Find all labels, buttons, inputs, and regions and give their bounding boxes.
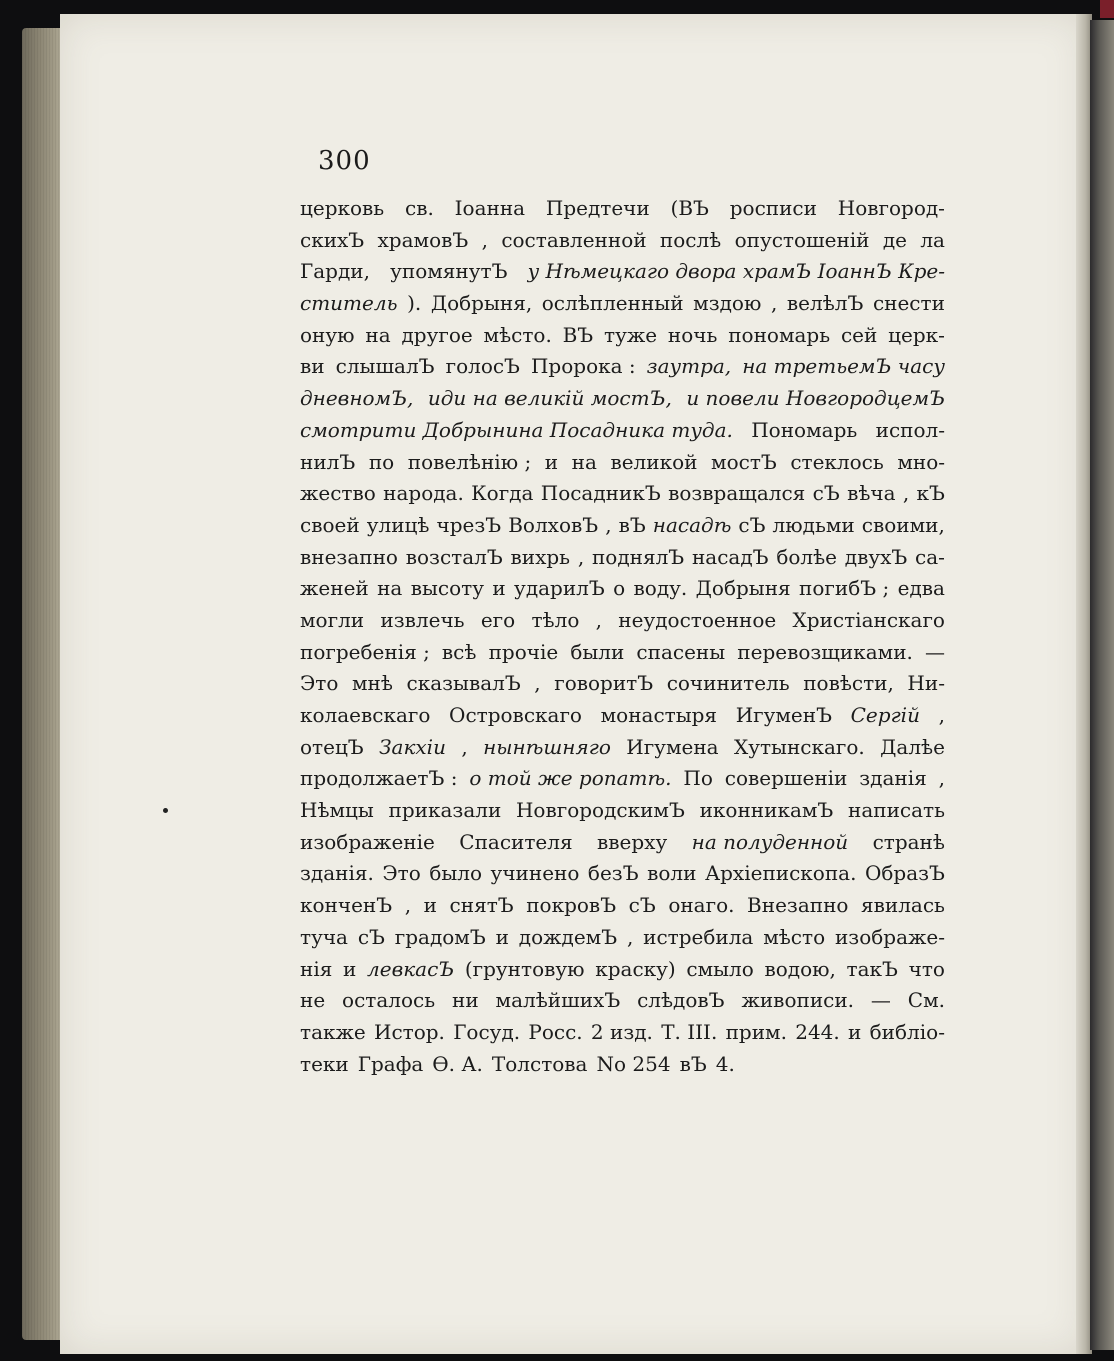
word: , <box>605 512 612 537</box>
text-line <box>300 988 945 1020</box>
word: продолжаетЪ : <box>300 766 458 791</box>
word: вЪ <box>618 512 646 537</box>
word: , <box>534 671 541 696</box>
word: мздою <box>693 291 762 316</box>
body-text <box>300 196 945 1083</box>
word: учинено <box>490 861 580 886</box>
word: безЪ <box>587 861 639 886</box>
word: на <box>571 449 597 474</box>
word: ночь <box>667 322 718 347</box>
word: конченЪ <box>300 893 393 918</box>
word: повѣсти, <box>803 671 894 696</box>
word: оную <box>300 322 355 347</box>
word: воду. <box>633 576 688 601</box>
word: Т. III. <box>661 1019 718 1044</box>
word: No 254 <box>596 1051 671 1076</box>
word: воли <box>647 861 697 886</box>
word: , <box>481 227 488 252</box>
word: ла <box>920 227 945 252</box>
word: См. <box>907 988 945 1013</box>
italic-word: насадѣ <box>652 512 732 537</box>
text-line <box>300 798 945 830</box>
word: тѣло <box>531 607 580 632</box>
word: Это <box>382 861 421 886</box>
word: слѣдовЪ <box>637 988 725 1013</box>
word: осталось <box>342 988 436 1013</box>
word: Архіепископа. <box>704 861 857 886</box>
word: голосЪ <box>445 354 520 379</box>
word: народа. <box>383 481 464 506</box>
word: св. <box>405 196 434 220</box>
italic-word: иди на великій мостЪ, <box>427 386 672 411</box>
italic-word: у Нѣмецкаго двора храмЪ ІоаннЪ Кре- <box>527 259 945 284</box>
word: Хутынскаго. <box>733 734 865 759</box>
text-line <box>300 766 945 798</box>
word: чрезЪ <box>436 512 502 537</box>
word: колаевскаго <box>300 703 431 727</box>
word: на <box>377 576 403 601</box>
word: , <box>938 766 945 791</box>
word: снятЪ <box>449 893 514 918</box>
word: ОбразЪ <box>864 861 945 886</box>
word: его <box>480 607 516 632</box>
word: зданія. <box>300 861 374 886</box>
text-line <box>300 608 945 640</box>
word: скихЪ <box>300 227 365 252</box>
word: внезапно <box>300 544 398 569</box>
word: что <box>908 956 945 981</box>
word: опустошеній <box>734 227 870 252</box>
italic-word: Закхіи <box>379 734 446 759</box>
word: вихрь <box>510 544 571 569</box>
word: 244. <box>795 1019 840 1044</box>
word: кЪ <box>916 481 945 506</box>
word: сей <box>840 322 878 347</box>
word: — <box>925 639 945 664</box>
word: говоритЪ <box>554 671 654 696</box>
italic-word: на третьемЪ часу <box>742 354 945 379</box>
word: всѣ <box>441 639 477 664</box>
word: зданія <box>859 766 927 791</box>
text-line <box>300 481 945 513</box>
text-line <box>300 1020 945 1052</box>
word: и <box>492 576 506 601</box>
word: Истор. <box>374 1019 445 1044</box>
text-line <box>300 259 945 291</box>
text-line <box>300 830 945 862</box>
word: градомЪ <box>394 924 486 949</box>
word: сЪ <box>812 481 840 506</box>
word: о <box>613 576 626 601</box>
word: Пономарь <box>751 417 858 442</box>
word: дождемЪ <box>518 924 618 949</box>
word: погребенія ; <box>300 639 430 664</box>
text-line <box>300 640 945 672</box>
word: и <box>343 956 357 981</box>
word: неудостоенное <box>618 607 777 632</box>
word: послѣ <box>659 227 722 252</box>
text-line <box>300 576 945 608</box>
word: Островскаго <box>449 703 582 727</box>
text-line <box>300 735 945 767</box>
word: покровЪ <box>526 893 617 918</box>
word: написать <box>848 798 945 823</box>
word: людьми <box>772 512 855 537</box>
italic-word: и повели НовгородцемЪ <box>686 386 945 411</box>
word: слышалЪ <box>335 354 435 379</box>
word: Госуд. <box>453 1019 521 1044</box>
word: возвращался <box>668 481 806 506</box>
word: поднялЪ <box>591 544 685 569</box>
word: са- <box>915 544 945 569</box>
word: явилась <box>861 893 945 918</box>
word: составленной <box>501 227 647 252</box>
word: сЪ <box>738 512 766 537</box>
word: прочіе <box>488 639 559 664</box>
text-line <box>300 386 945 418</box>
word: Новгород- <box>837 196 945 220</box>
word: онаго. <box>668 893 735 918</box>
word: двухЪ <box>844 544 908 569</box>
word: ослѣпленный <box>541 291 684 316</box>
word: вѣча <box>847 481 896 506</box>
text-line <box>300 450 945 482</box>
italic-word: на полуденной <box>691 829 849 854</box>
word: мѣсто <box>763 924 826 949</box>
word: водою, <box>764 956 836 981</box>
word: также <box>300 1019 366 1044</box>
word: изображеніе <box>300 829 435 854</box>
word: Пророка : <box>530 354 636 379</box>
word: росписи <box>729 196 817 220</box>
word: улицѣ <box>366 512 430 537</box>
word: совершеніи <box>724 766 848 791</box>
word: Внезапно <box>747 893 849 918</box>
word: высоту <box>410 576 484 601</box>
word: 4. <box>715 1051 735 1076</box>
word: повелѣнію ; <box>407 449 532 474</box>
next-page-edge <box>1090 20 1114 1350</box>
word: вверху <box>597 829 668 854</box>
word: своей <box>300 512 360 537</box>
word: едва <box>897 576 945 601</box>
word: теки <box>300 1051 349 1076</box>
word: Игумена <box>626 734 719 759</box>
word: сЪ <box>628 893 656 918</box>
word: насадЪ <box>691 544 769 569</box>
word: Добрыня, <box>430 291 533 316</box>
word: было <box>429 861 483 886</box>
text-line <box>300 703 945 735</box>
word: своими, <box>861 512 945 537</box>
word: Добрыня <box>695 576 791 601</box>
word: и <box>423 893 437 918</box>
italic-word: о той же ропатѣ. <box>469 766 672 791</box>
italic-word: нынѣшняго <box>483 734 611 759</box>
text-line <box>300 861 945 893</box>
italic-word: Сергій <box>850 703 920 727</box>
word: стеклось <box>790 449 884 474</box>
word: де <box>882 227 907 252</box>
word: Далѣе <box>880 734 945 759</box>
word: приказали <box>388 798 502 823</box>
text-line <box>300 893 945 925</box>
word: странѣ <box>872 829 945 854</box>
word: , <box>938 703 945 727</box>
word: туча <box>300 924 348 949</box>
text-line <box>300 545 945 577</box>
word: храмовЪ <box>377 227 469 252</box>
word: ви <box>300 354 325 379</box>
text-line <box>300 671 945 703</box>
word: (ВЪ <box>670 196 709 220</box>
word: ПосадникЪ <box>540 481 661 506</box>
word: изображе- <box>834 924 945 949</box>
word: Когда <box>471 481 534 506</box>
word: (грунтовую <box>464 956 585 981</box>
word: погибЪ ; <box>799 576 890 601</box>
word: НовгородскимЪ <box>515 798 685 823</box>
text-line <box>300 323 945 355</box>
word: ВЪ <box>562 322 594 347</box>
word: велѣлЪ <box>786 291 864 316</box>
word: могли <box>300 607 365 632</box>
word: ни <box>452 988 479 1013</box>
word: Христіанскаго <box>792 607 945 632</box>
word: по <box>368 449 395 474</box>
word: отецЪ <box>300 734 364 759</box>
word: сЪ <box>357 924 385 949</box>
word: ВолховЪ <box>508 512 599 537</box>
word: Спасителя <box>459 829 573 854</box>
text-line <box>300 354 945 386</box>
page-number: 300 <box>318 146 371 176</box>
word: перевозщиками. <box>737 639 913 664</box>
word: библіо- <box>869 1019 945 1044</box>
word: По <box>683 766 713 791</box>
word: мнѣ <box>351 671 393 696</box>
word: другое <box>401 322 473 347</box>
word: монастыря <box>600 703 718 727</box>
italic-word: ститель <box>300 291 398 316</box>
word: Ѳ. А. <box>432 1051 483 1076</box>
word: Росс. <box>528 1019 583 1044</box>
text-line <box>300 228 945 260</box>
text-line <box>300 418 945 450</box>
word: не <box>300 988 326 1013</box>
word: снести <box>872 291 945 316</box>
word: мѣсто. <box>483 322 552 347</box>
word: , <box>577 544 585 569</box>
word: и <box>544 449 559 474</box>
word: 2 изд. <box>590 1019 653 1044</box>
bookmark-ribbon <box>1100 0 1114 18</box>
word: и <box>848 1019 862 1044</box>
word: — <box>870 988 891 1013</box>
word: пономарь <box>728 322 831 347</box>
word: Гарди, <box>300 259 370 284</box>
text-line <box>300 925 945 957</box>
italic-word: смотрити Добрынина Посадника туда. <box>300 417 733 442</box>
word: мно- <box>897 449 945 474</box>
word: сочинитель <box>666 671 790 696</box>
word: упомянутЪ <box>390 259 508 284</box>
word: Предтечи <box>545 196 650 220</box>
word: , <box>595 607 602 632</box>
word: иконникамЪ <box>699 798 834 823</box>
word: Толстова <box>491 1051 588 1076</box>
word: истребила <box>643 924 754 949</box>
ink-speck <box>163 808 168 813</box>
word: Графа <box>357 1051 424 1076</box>
text-line <box>300 291 945 323</box>
word: краску) <box>595 956 676 981</box>
word: болѣе <box>776 544 837 569</box>
word: , <box>902 481 910 506</box>
word: ударилЪ <box>514 576 605 601</box>
word: такЪ <box>846 956 898 981</box>
word: великой <box>610 449 698 474</box>
word: возсталЪ <box>405 544 503 569</box>
text-line <box>300 1052 945 1084</box>
word: спасены <box>636 639 726 664</box>
word: мостЪ <box>711 449 777 474</box>
word: церк- <box>888 322 945 347</box>
text-line <box>300 196 945 228</box>
word: были <box>570 639 625 664</box>
word: на <box>365 322 391 347</box>
word: , <box>770 291 778 316</box>
word: Іоанна <box>454 196 526 220</box>
word: Нѣмцы <box>300 798 374 823</box>
italic-word: левкасЪ <box>367 956 455 981</box>
word: извлечь <box>380 607 465 632</box>
word: сказывалЪ <box>406 671 521 696</box>
word: , <box>461 734 468 759</box>
word: ИгуменЪ <box>735 703 832 727</box>
italic-word: заутра, <box>646 354 732 379</box>
word: нія <box>300 956 333 981</box>
word: прим. <box>725 1019 787 1044</box>
text-line <box>300 513 945 545</box>
word: вЪ <box>679 1051 707 1076</box>
italic-word: дневномЪ, <box>300 386 414 411</box>
word: и <box>495 924 509 949</box>
word: живописи. <box>741 988 855 1013</box>
text-line <box>300 957 945 989</box>
word: туже <box>604 322 658 347</box>
word: женей <box>300 576 369 601</box>
word: Ни- <box>907 671 945 696</box>
word: нилЪ <box>300 449 356 474</box>
word: церковь <box>300 196 385 220</box>
word: ). <box>407 291 422 316</box>
word: смыло <box>686 956 754 981</box>
word: испол- <box>875 417 945 442</box>
word: Это <box>300 671 339 696</box>
word: , <box>626 924 634 949</box>
word: малѣйшихЪ <box>495 988 621 1013</box>
word: , <box>404 893 412 918</box>
word: жество <box>300 481 376 506</box>
